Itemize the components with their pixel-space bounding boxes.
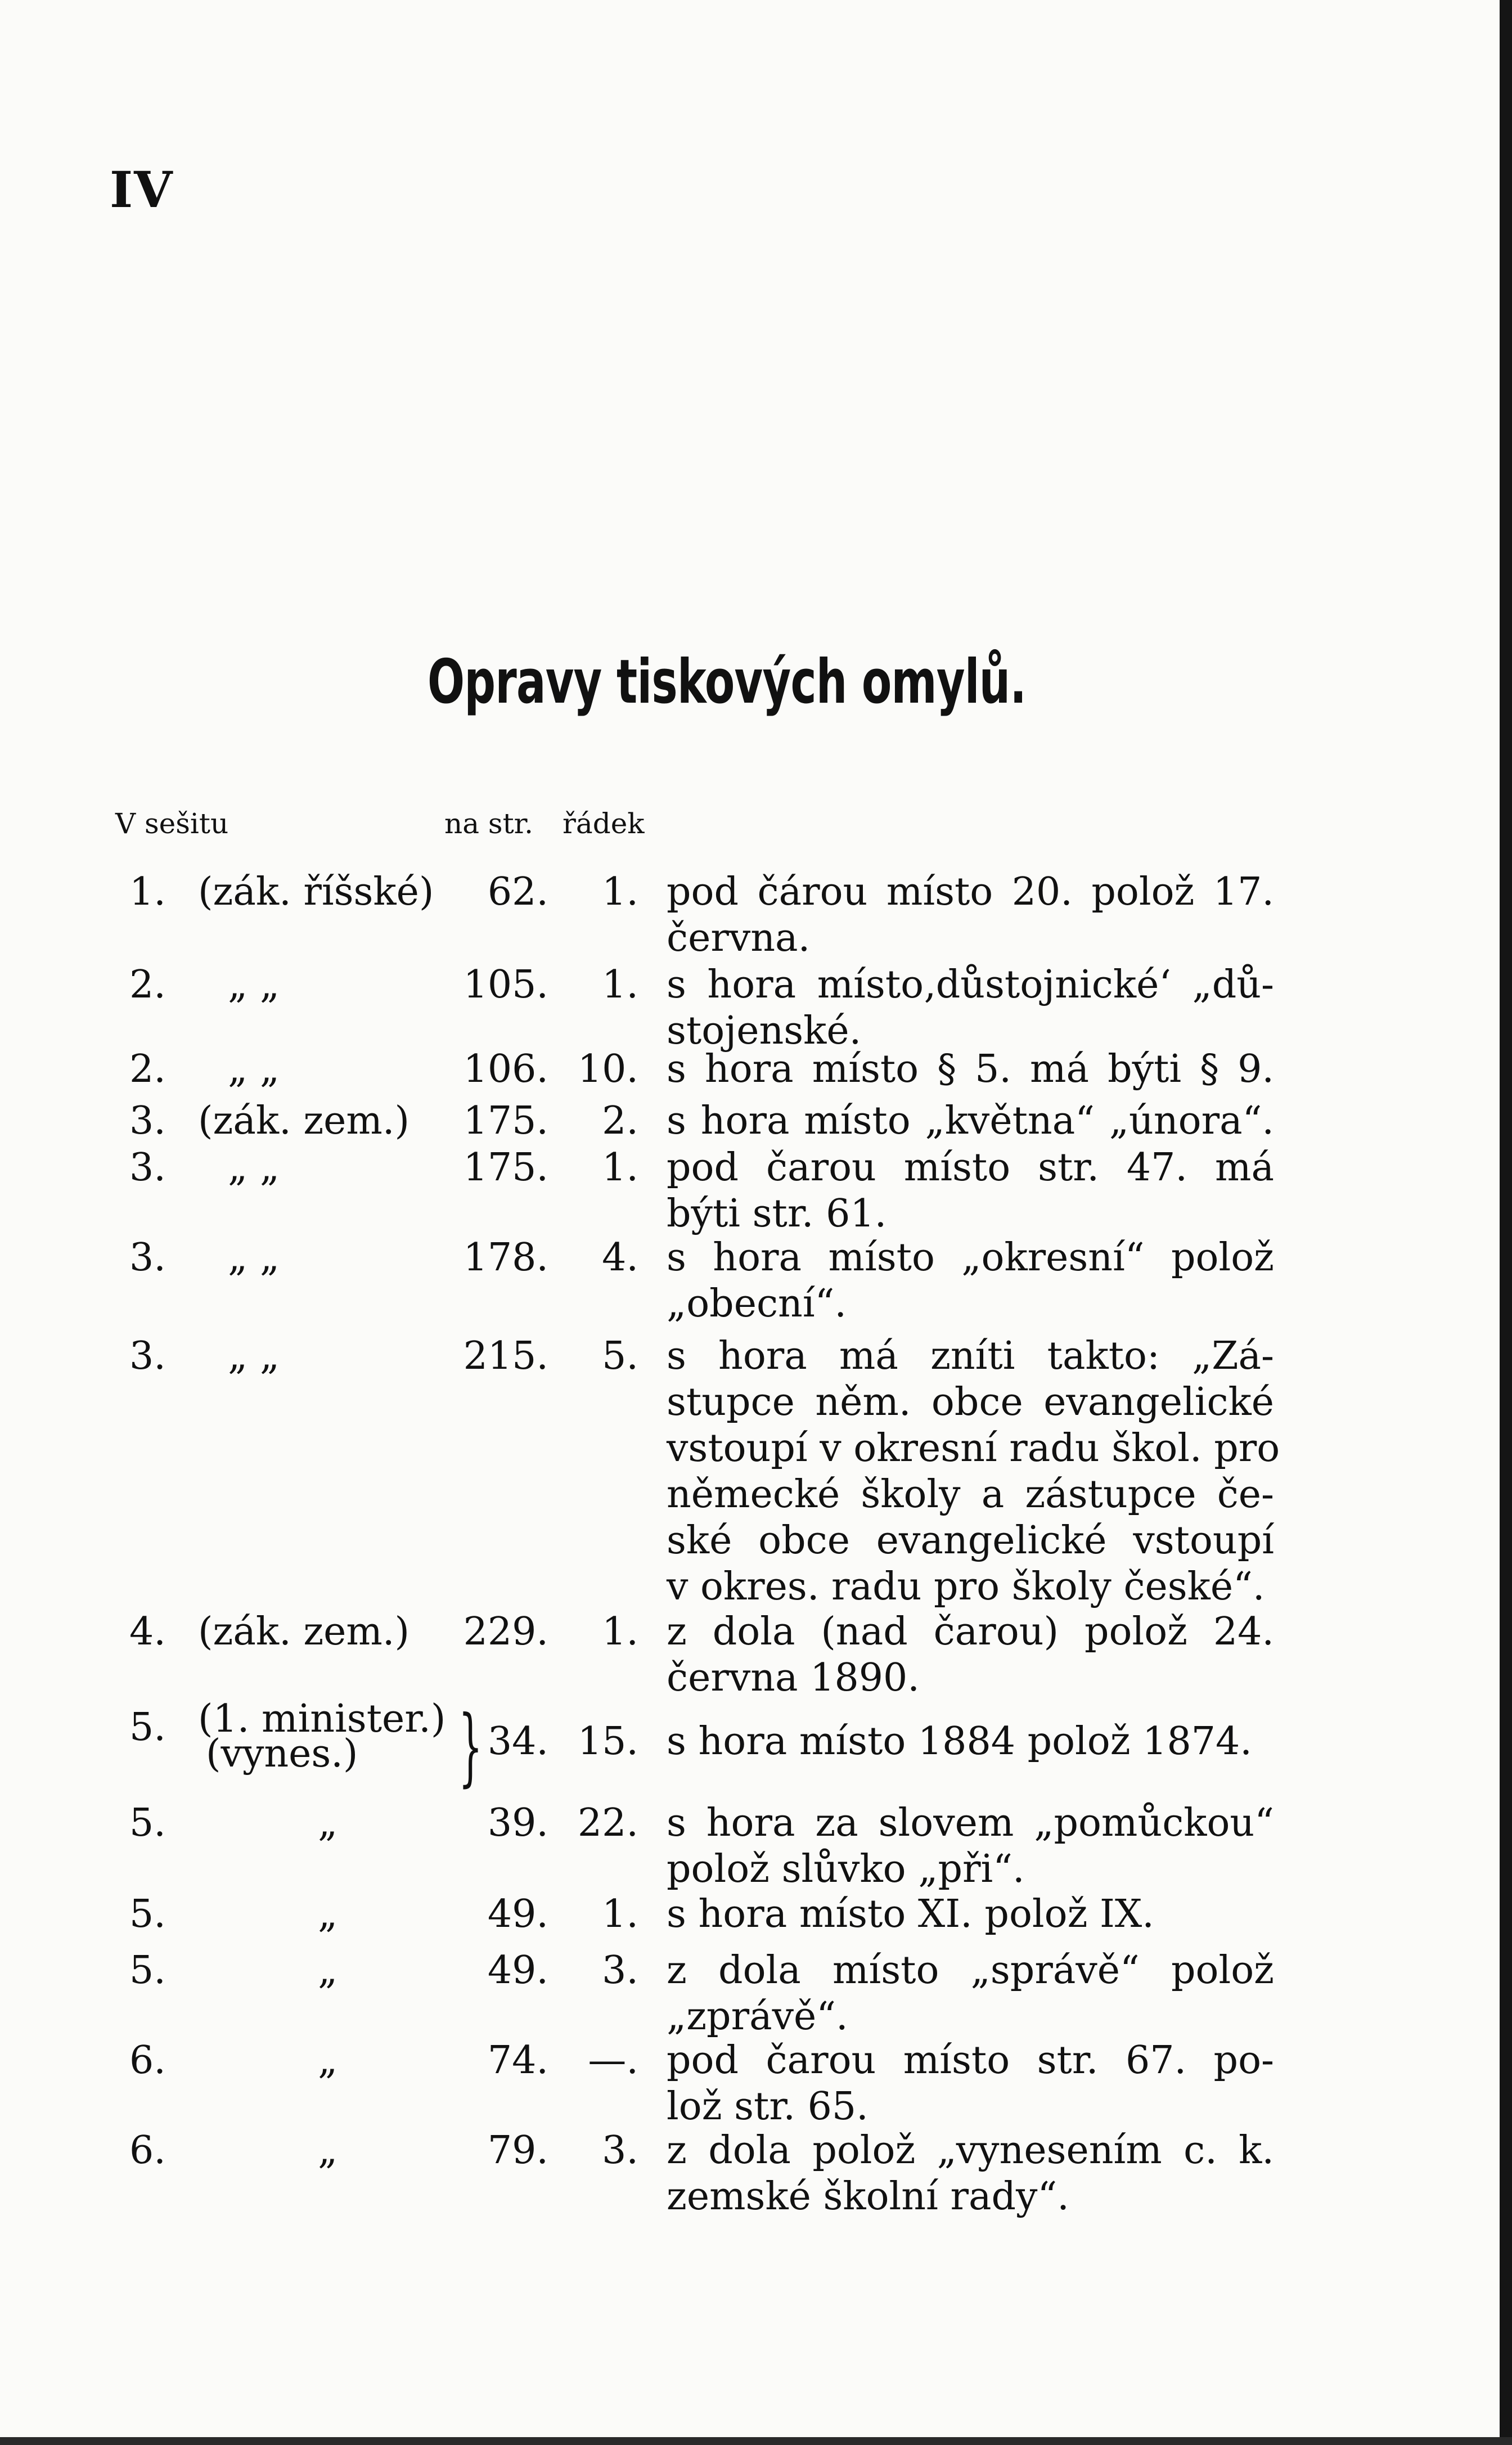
- row-correction: [667, 869, 1274, 961]
- row-law: „ „: [228, 1047, 280, 1091]
- correction-line: ské obce evangelické vstoupí: [667, 1518, 1274, 1563]
- row-correction: [667, 2038, 1274, 2130]
- correction-line: pod čárou místo 20. polož 17.: [667, 870, 1274, 914]
- row-line: 1.: [602, 1145, 638, 1190]
- correction-line: stojenské.: [667, 1009, 862, 1053]
- row-volume: 3.: [129, 1145, 166, 1190]
- row-volume: 4.: [129, 1610, 166, 1654]
- correction-line: „zprávě“.: [667, 1994, 848, 2039]
- row-correction: [667, 1145, 1274, 1237]
- column-header-line: řádek: [562, 807, 645, 840]
- row-volume: 2.: [129, 963, 166, 1007]
- correction-line: pod čarou místo str. 47. má: [667, 1145, 1274, 1190]
- row-law: „ „: [228, 1334, 280, 1378]
- row-page: 62.: [487, 870, 548, 914]
- row-line: 5.: [602, 1334, 638, 1378]
- row-page: 175.: [463, 1145, 548, 1190]
- correction-line: června 1890.: [667, 1656, 920, 1700]
- row-volume: 1.: [129, 870, 166, 914]
- correction-line: z dola polož „vynesením c. k.: [667, 2128, 1274, 2173]
- row-page: 39.: [487, 1801, 548, 1845]
- correction-line: z dola místo „správě“ polož: [667, 1948, 1274, 1993]
- correction-line: stupce něm. obce evangelické: [667, 1380, 1274, 1424]
- row-law: „: [318, 1892, 338, 1936]
- correction-line: zemské školní rady“.: [667, 2174, 1069, 2219]
- row-line: 3.: [602, 2128, 638, 2173]
- row-law: (zák. zem.): [198, 1099, 410, 1143]
- correction-line: vstoupí v okresní radu škol. pro: [667, 1426, 1280, 1471]
- row-page: 34.: [487, 1719, 548, 1764]
- correction-line: června.: [667, 916, 811, 960]
- row-volume: 6.: [129, 2128, 166, 2173]
- correction-line: z dola (nad čarou) polož 24.: [667, 1610, 1274, 1654]
- row-correction: [667, 1333, 1280, 1610]
- brace-glyph: }: [458, 1698, 483, 1796]
- correction-line: s hora místo § 5. má býti § 9.: [667, 1047, 1274, 1091]
- row-law: (zák. zem.): [198, 1610, 410, 1654]
- row-correction: [667, 1235, 1274, 1327]
- correction-line: s hora má zníti takto: „Zá-: [667, 1334, 1274, 1378]
- correction-line: německé školy a zástupce če-: [667, 1472, 1274, 1517]
- column-header-volume: V sešitu: [115, 807, 229, 840]
- row-line: 1.: [602, 963, 638, 1007]
- row-line: 1.: [602, 1892, 638, 1936]
- row-volume: 5.: [129, 1801, 166, 1845]
- row-page: 178.: [463, 1235, 548, 1280]
- correction-line: s hora místo‚důstojnické‘ „dů-: [667, 963, 1274, 1007]
- row-volume: 2.: [129, 1047, 166, 1091]
- row-page: 49.: [487, 1892, 548, 1936]
- correction-line: „obecní“.: [667, 1282, 847, 1326]
- row-correction: [667, 1800, 1274, 1893]
- row-page: 215.: [463, 1334, 548, 1378]
- row-page: 79.: [487, 2128, 548, 2173]
- row-correction: [667, 1719, 1274, 1765]
- row-law-line: (1. minister.): [198, 1697, 446, 1741]
- row-law: (zák. říšské): [198, 870, 434, 914]
- row-law: „ „: [228, 1235, 280, 1280]
- row-line: 2.: [602, 1099, 638, 1143]
- row-law-line: (vynes.): [206, 1732, 358, 1776]
- row-law: „ „: [228, 1145, 280, 1190]
- row-correction: [667, 962, 1274, 1054]
- row-correction: [667, 1609, 1274, 1701]
- row-line: 1.: [602, 1610, 638, 1654]
- row-correction: [667, 1891, 1274, 1938]
- correction-line: pod čarou místo str. 67. po-: [667, 2038, 1274, 2083]
- correction-line: v okres. radu pro školy české“.: [667, 1565, 1265, 1609]
- row-page: 175.: [463, 1099, 548, 1143]
- row-line: 3.: [602, 1948, 638, 1993]
- correction-line: s hora místo XI. polož IX.: [667, 1892, 1154, 1936]
- row-volume: 5.: [129, 1892, 166, 1936]
- row-page: 49.: [487, 1948, 548, 1993]
- row-volume: 3.: [129, 1235, 166, 1280]
- correction-line: s hora místo „května“ „února“.: [667, 1099, 1274, 1143]
- page-title: Opravy tiskových omylů.: [428, 647, 1027, 717]
- row-correction: [667, 1098, 1274, 1144]
- row-line: 22.: [577, 1801, 638, 1845]
- row-correction: [667, 1948, 1274, 2040]
- row-volume: 3.: [129, 1099, 166, 1143]
- row-law: „ „: [228, 963, 280, 1007]
- row-law: „: [318, 1948, 338, 1993]
- row-correction: [667, 2128, 1274, 2220]
- row-page: 105.: [463, 963, 548, 1007]
- row-line: —.: [588, 2038, 638, 2083]
- row-line: 15.: [577, 1719, 638, 1764]
- page-number: IV: [110, 160, 174, 219]
- row-page: 106.: [463, 1047, 548, 1091]
- correction-line: lož str. 65.: [667, 2084, 868, 2129]
- row-law: „: [318, 1801, 338, 1845]
- correction-line: s hora místo „okresní“ polož: [667, 1235, 1274, 1280]
- row-page: 74.: [487, 2038, 548, 2083]
- row-volume: 6.: [129, 2038, 166, 2083]
- row-line: 1.: [602, 870, 638, 914]
- row-line: 10.: [577, 1047, 638, 1091]
- row-page: 229.: [463, 1610, 548, 1654]
- correction-line: polož slůvko „při“.: [667, 1847, 1025, 1891]
- row-correction: [667, 1046, 1274, 1093]
- row-volume: 5.: [129, 1705, 166, 1750]
- correction-line: s hora místo 1884 polož 1874.: [667, 1719, 1252, 1764]
- correction-line: s hora za slovem „pomůckou“: [667, 1801, 1274, 1845]
- row-law: „: [318, 2128, 338, 2173]
- row-volume: 5.: [129, 1948, 166, 1993]
- row-volume: 3.: [129, 1334, 166, 1378]
- row-line: 4.: [602, 1235, 638, 1280]
- correction-line: býti str. 61.: [667, 1192, 887, 1236]
- column-header-page: na str.: [444, 807, 533, 840]
- row-law: „: [318, 2038, 338, 2083]
